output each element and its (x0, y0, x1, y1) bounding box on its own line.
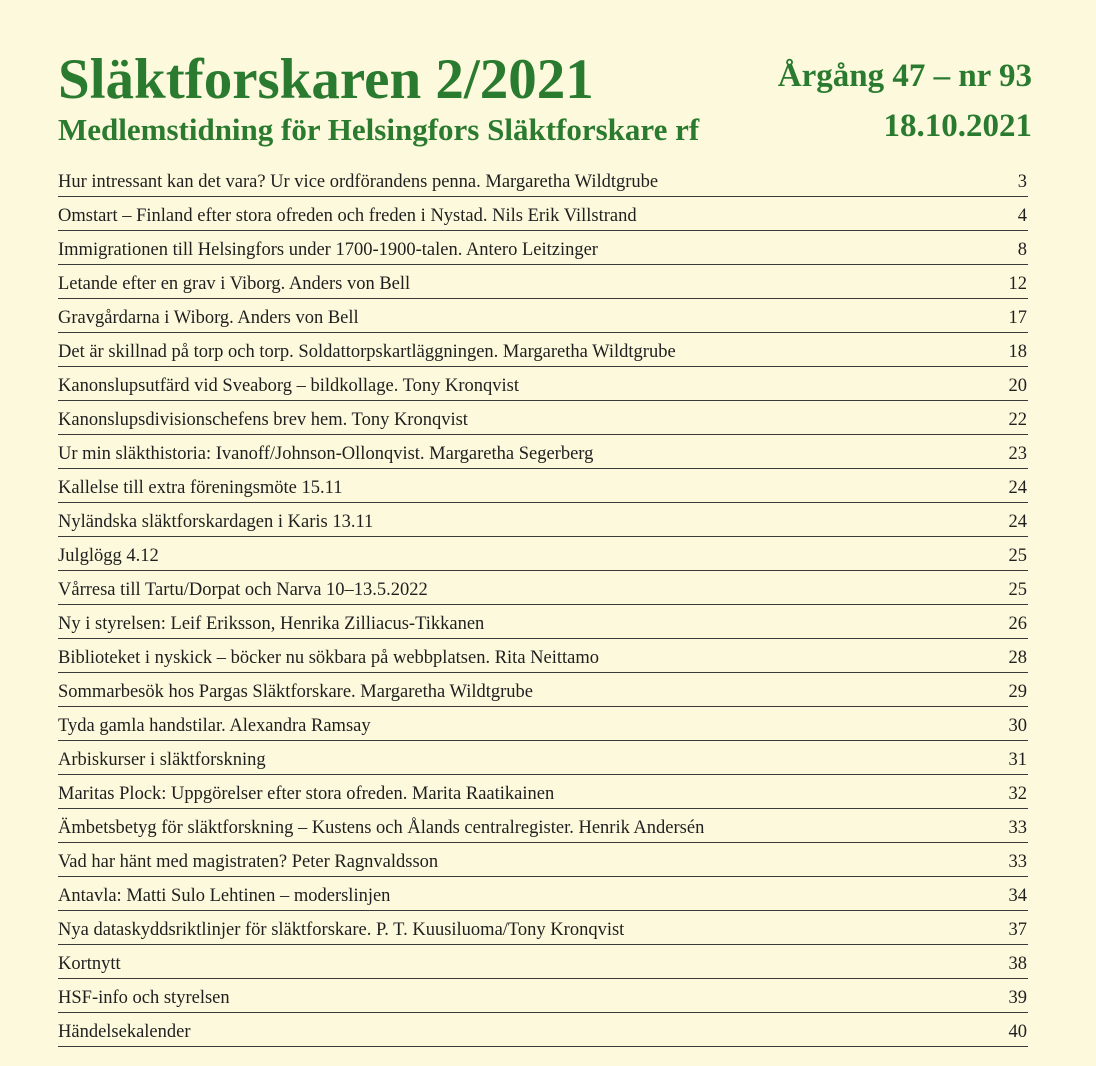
toc-row (58, 606, 1028, 639)
toc-entry-page: 34 (1008, 886, 1027, 906)
toc-row (58, 572, 1028, 605)
toc-entry-page: 37 (1008, 920, 1027, 940)
toc-entry-title: Ur min släkthistoria: Ivanoff/Johnson-Ollonqvist. Margaretha Segerberg (58, 444, 594, 464)
toc-entry-page: 32 (1008, 784, 1027, 804)
toc-entry-page: 33 (1008, 818, 1027, 838)
toc-entry-title: Händelsekalender (58, 1022, 191, 1042)
toc-entry-title: Det är skillnad på torp och torp. Soldattorpskartläggningen. Margaretha Wildtgrube (58, 342, 676, 362)
toc-entry-title: Kanonslupsutfärd vid Sveaborg – bildkollage. Tony Kronqvist (58, 376, 519, 396)
toc-entry-page: 4 (1017, 206, 1027, 226)
toc-row (58, 402, 1028, 435)
publication-title: Släktforskaren 2/2021 (58, 48, 594, 111)
toc-entry-page: 29 (1008, 682, 1027, 702)
toc-entry-page: 24 (1008, 478, 1027, 498)
publication-subtitle: Medlemstidning för Helsingfors Släktforskare rf (58, 112, 700, 147)
toc-row (58, 1014, 1028, 1047)
table-of-contents (58, 164, 1028, 1047)
masthead (58, 48, 1032, 152)
toc-entry-page: 28 (1008, 648, 1027, 668)
toc-entry-title: HSF-info och styrelsen (58, 988, 230, 1008)
toc-entry-page: 25 (1008, 580, 1027, 600)
toc-entry-page: 31 (1008, 750, 1027, 770)
volume-number: Årgång 47 – nr 93 (777, 58, 1032, 94)
toc-row (58, 640, 1028, 673)
toc-row (58, 742, 1028, 775)
toc-row (58, 946, 1028, 979)
toc-row (58, 300, 1028, 333)
toc-entry-title: Ämbetsbetyg för släktforskning – Kustens och Ålands centralregister. Henrik Andersén (58, 818, 705, 838)
toc-entry-title: Immigrationen till Helsingfors under 1700-1900-talen. Antero Leitzinger (58, 240, 598, 260)
toc-row (58, 368, 1028, 401)
toc-row (58, 470, 1028, 503)
toc-entry-title: Gravgårdarna i Wiborg. Anders von Bell (58, 308, 359, 328)
toc-row (58, 164, 1028, 197)
toc-entry-title: Omstart – Finland efter stora ofreden och freden i Nystad. Nils Erik Villstrand (58, 206, 637, 226)
issue-date: 18.10.2021 (883, 108, 1032, 144)
toc-entry-title: Biblioteket i nyskick – böcker nu sökbara på webbplatsen. Rita Neittamo (58, 648, 599, 668)
toc-row (58, 708, 1028, 741)
toc-entry-page: 30 (1008, 716, 1027, 736)
toc-entry-page: 26 (1008, 614, 1027, 634)
toc-row (58, 266, 1028, 299)
toc-entry-page: 38 (1008, 954, 1027, 974)
toc-entry-page: 40 (1008, 1022, 1027, 1042)
toc-row (58, 436, 1028, 469)
toc-entry-title: Arbiskurser i släktforskning (58, 750, 266, 770)
toc-entry-title: Ny i styrelsen: Leif Eriksson, Henrika Zilliacus-Tikkanen (58, 614, 485, 634)
toc-entry-page: 3 (1017, 172, 1027, 192)
toc-row (58, 504, 1028, 537)
toc-entry-page: 25 (1008, 546, 1027, 566)
toc-row (58, 232, 1028, 265)
toc-entry-page: 17 (1008, 308, 1027, 328)
toc-entry-title: Kallelse till extra föreningsmöte 15.11 (58, 478, 343, 498)
toc-entry-page: 39 (1008, 988, 1027, 1008)
toc-entry-title: Sommarbesök hos Pargas Släktforskare. Margaretha Wildtgrube (58, 682, 534, 702)
toc-entry-title: Kortnytt (58, 954, 121, 974)
toc-entry-title: Vad har hänt med magistraten? Peter Ragnvaldsson (58, 852, 439, 872)
toc-entry-page: 33 (1008, 852, 1027, 872)
toc-entry-title: Kanonslupsdivisionschefens brev hem. Tony Kronqvist (58, 410, 468, 430)
toc-entry-page: 22 (1008, 410, 1027, 430)
toc-row (58, 538, 1028, 571)
toc-row (58, 844, 1028, 877)
toc-entry-page: 8 (1017, 240, 1027, 260)
toc-entry-title: Hur intressant kan det vara? Ur vice ordförandens penna. Margaretha Wildtgrube (58, 172, 659, 192)
toc-entry-page: 23 (1008, 444, 1027, 464)
toc-row (58, 674, 1028, 707)
toc-entry-title: Nyländska släktforskardagen i Karis 13.11 (58, 512, 374, 532)
toc-entry-page: 24 (1008, 512, 1027, 532)
toc-entry-page: 12 (1008, 274, 1027, 294)
toc-entry-page: 20 (1008, 376, 1027, 396)
toc-entry-page: 18 (1008, 342, 1027, 362)
toc-entry-title: Vårresa till Tartu/Dorpat och Narva 10–13.5.2022 (58, 580, 428, 600)
toc-row (58, 776, 1028, 809)
toc-entry-title: Julglögg 4.12 (58, 546, 159, 566)
toc-entry-title: Letande efter en grav i Viborg. Anders von Bell (58, 274, 411, 294)
toc-row (58, 980, 1028, 1013)
toc-entry-title: Maritas Plock: Uppgörelser efter stora ofreden. Marita Raatikainen (58, 784, 555, 804)
toc-row (58, 810, 1028, 843)
toc-row (58, 334, 1028, 367)
toc-row (58, 878, 1028, 911)
toc-entry-title: Nya dataskyddsriktlinjer för släktforskare. P. T. Kuusiluoma/Tony Kronqvist (58, 920, 625, 940)
toc-entry-title: Antavla: Matti Sulo Lehtinen – moderslinjen (58, 886, 391, 906)
toc-row (58, 198, 1028, 231)
toc-entry-title: Tyda gamla handstilar. Alexandra Ramsay (58, 716, 371, 736)
toc-row (58, 912, 1028, 945)
